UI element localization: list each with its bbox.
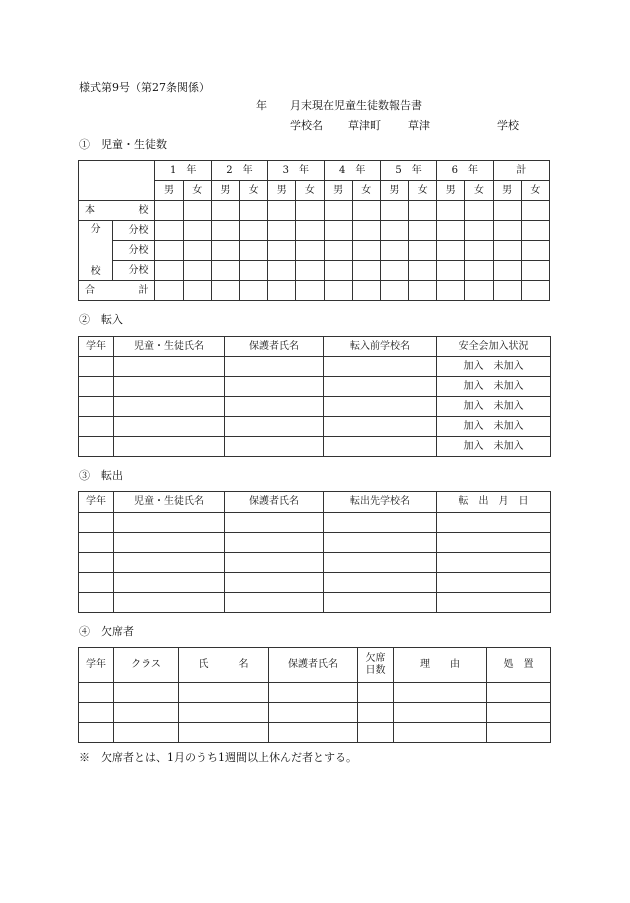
transfer-in-table (78, 336, 551, 457)
grade-header: 5 年 (380, 161, 436, 181)
branch-school-label: 分校 (113, 221, 155, 241)
male-header: 男 (268, 181, 296, 201)
insurance-status-cell: 加入 未加入 (437, 377, 551, 397)
grade-header: 2 年 (211, 161, 267, 181)
header-reason: 理 由 (394, 648, 487, 683)
header-student-name: 児童・生徒氏名 (114, 337, 225, 357)
main-school-label: 本 校 (79, 201, 155, 221)
header-grade: 学年 (79, 648, 114, 683)
year-label: 年 (256, 99, 267, 112)
female-header: 女 (352, 181, 380, 201)
male-header: 男 (493, 181, 521, 201)
header-guardian-name: 保護者氏名 (225, 337, 324, 357)
grand-total-label: 合 計 (79, 281, 155, 301)
insurance-status-cell: 加入 未加入 (437, 397, 551, 417)
table-corner-cell (79, 161, 155, 201)
header-grade: 学年 (79, 492, 114, 513)
grade-header: 1 年 (155, 161, 211, 181)
male-header: 男 (155, 181, 183, 201)
student-count-table (78, 160, 550, 301)
town-name: 草津町 (348, 119, 381, 132)
form-number: 様式第9号（第27条関係） (79, 81, 210, 94)
female-header: 女 (409, 181, 437, 201)
header-action: 処 置 (487, 648, 551, 683)
female-header: 女 (465, 181, 493, 201)
female-header: 女 (296, 181, 324, 201)
section4-title: ④ 欠席者 (79, 625, 134, 638)
male-header: 男 (324, 181, 352, 201)
header-class: クラス (114, 648, 179, 683)
insurance-status-cell: 加入 未加入 (437, 357, 551, 377)
report-title: 月末現在児童生徒数報告書 (290, 99, 422, 112)
section1-title: ① 児童・生徒数 (79, 138, 167, 151)
branch-school-label: 分校 (113, 241, 155, 261)
female-header: 女 (521, 181, 549, 201)
insurance-status-cell: 加入 未加入 (437, 437, 551, 457)
district-name: 草津 (408, 119, 430, 132)
male-header: 男 (380, 181, 408, 201)
footnote: ※ 欠席者とは、1月のうち1週間以上休んだ者とする。 (79, 751, 357, 764)
absentee-table (78, 647, 551, 743)
transfer-out-table (78, 491, 551, 613)
header-grade: 学年 (79, 337, 114, 357)
header-guardian-name: 保護者氏名 (225, 492, 324, 513)
female-header: 女 (239, 181, 267, 201)
branch-school-label: 分校 (113, 261, 155, 281)
total-header: 計 (493, 161, 549, 181)
header-insurance-status: 安全会加入状況 (437, 337, 551, 357)
header-destination-school: 転出先学校名 (324, 492, 437, 513)
header-name: 氏 名 (179, 648, 269, 683)
grade-header: 6 年 (437, 161, 493, 181)
section3-title: ③ 転出 (79, 469, 123, 482)
header-guardian-name: 保護者氏名 (269, 648, 358, 683)
school-suffix: 学校 (497, 119, 519, 132)
male-header: 男 (437, 181, 465, 201)
insurance-status-cell: 加入 未加入 (437, 417, 551, 437)
grade-header: 3 年 (268, 161, 324, 181)
branch-side-label: 分 校 (79, 221, 113, 281)
header-absence-days: 欠席 日数 (358, 648, 394, 683)
header-transfer-date: 転 出 月 日 (437, 492, 551, 513)
grade-header: 4 年 (324, 161, 380, 181)
header-previous-school: 転入前学校名 (324, 337, 437, 357)
school-name-label: 学校名 (290, 119, 323, 132)
section2-title: ② 転入 (79, 313, 123, 326)
male-header: 男 (211, 181, 239, 201)
header-student-name: 児童・生徒氏名 (114, 492, 225, 513)
female-header: 女 (183, 181, 211, 201)
